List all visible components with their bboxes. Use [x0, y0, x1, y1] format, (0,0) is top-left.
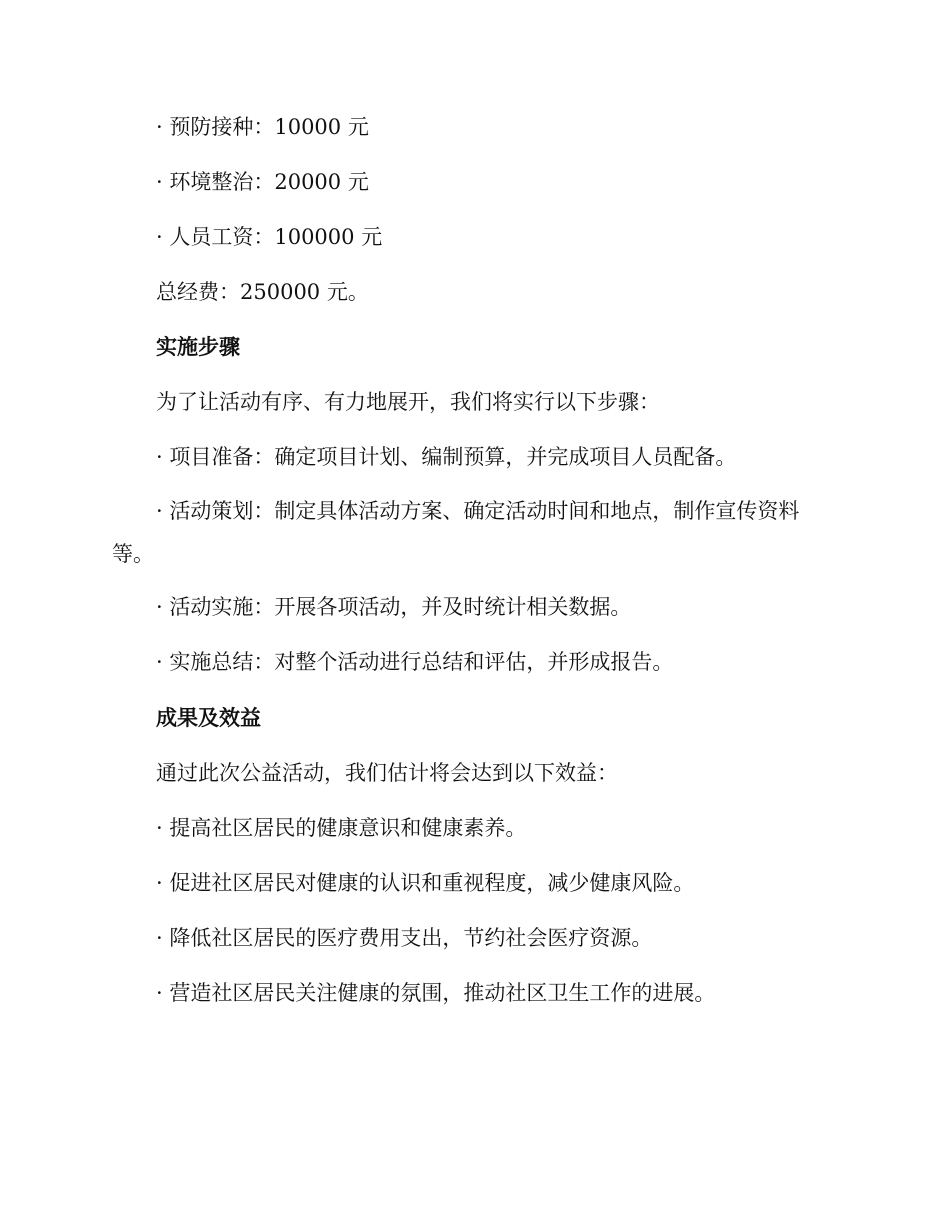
step-item-planning: · 活动策划：制定具体活动方案、确定活动时间和地点，制作宣传资料等。: [112, 499, 800, 566]
budget-item-environment: · 环境整治：20000 元: [156, 170, 369, 194]
result-item-atmosphere: · 营造社区居民关注健康的氛围，推动社区卫生工作的进展。: [156, 981, 716, 1005]
results-intro: 通过此次公益活动，我们估计将会达到以下效益：: [156, 761, 618, 785]
budget-item-salary: · 人员工资：100000 元: [156, 225, 383, 249]
steps-intro: 为了让活动有序、有力地展开，我们将实行以下步骤：: [156, 390, 660, 414]
result-item-cost: · 降低社区居民的医疗费用支出，节约社会医疗资源。: [156, 926, 653, 950]
result-item-awareness: · 提高社区居民的健康意识和健康素养。: [156, 816, 527, 840]
budget-total: 总经费：250000 元。: [156, 280, 369, 304]
section-heading-results: 成果及效益: [156, 705, 261, 730]
result-item-risk: · 促进社区居民对健康的认识和重视程度，减少健康风险。: [156, 871, 695, 895]
step-item-summary: · 实施总结：对整个活动进行总结和评估，并形成报告。: [156, 650, 674, 674]
budget-item-vaccination: · 预防接种：10000 元: [156, 115, 369, 139]
step-item-preparation: · 项目准备：确定项目计划、编制预算，并完成项目人员配备。: [156, 445, 737, 469]
step-item-implementation: · 活动实施：开展各项活动，并及时统计相关数据。: [156, 595, 632, 619]
section-heading-steps: 实施步骤: [156, 334, 240, 359]
